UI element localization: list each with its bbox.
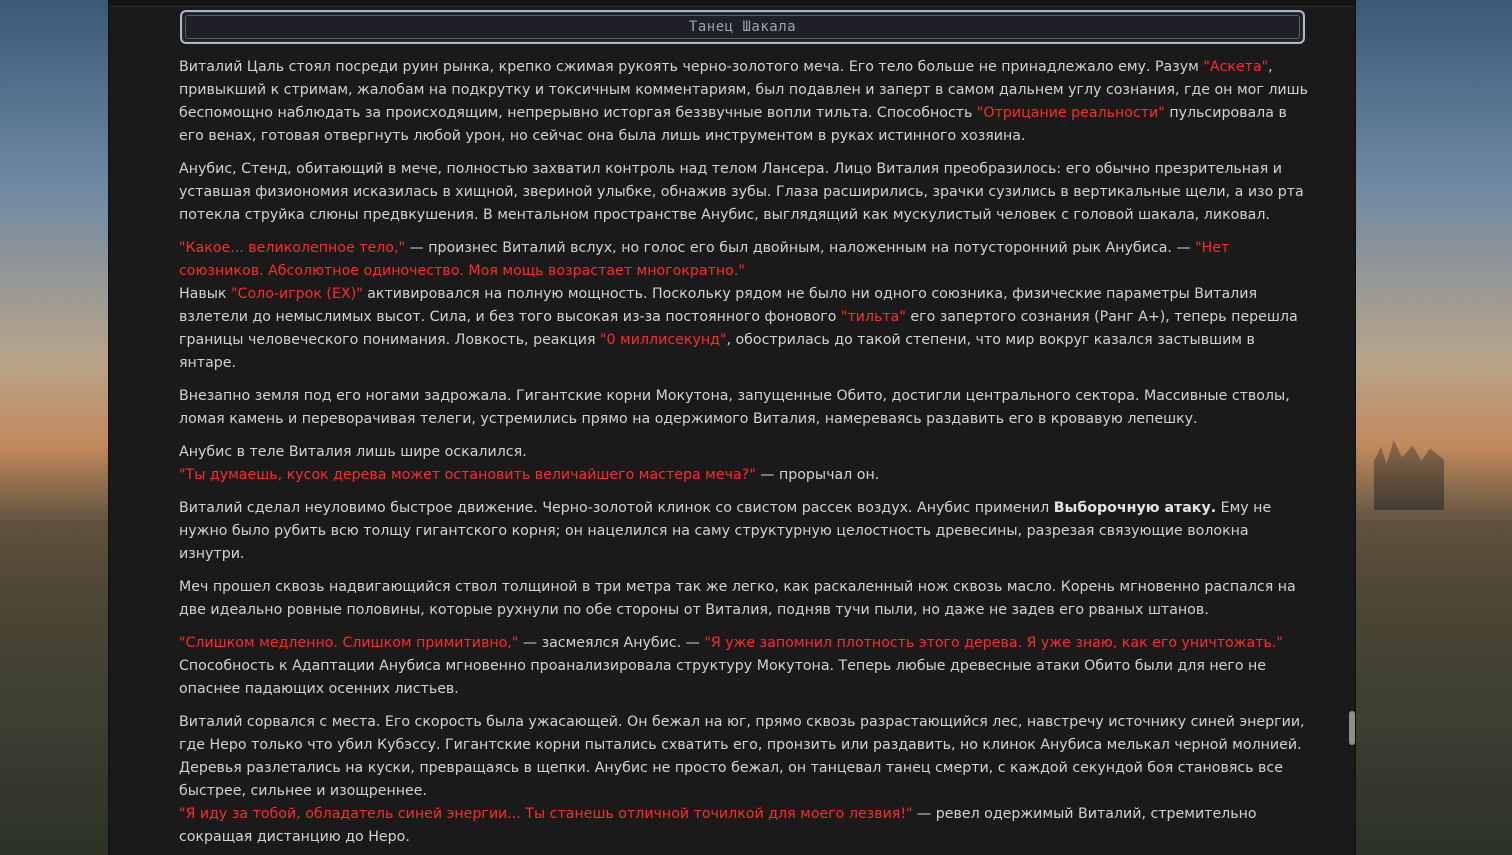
highlighted-text: "Отрицание реальности"	[976, 105, 1165, 121]
paragraph-text: Способность к Адаптации Анубиса мгновенно проанализировала структуру Мокутона. Теперь любые древесные атаки Обито были для него не опаснее падающих осенних листьев.	[179, 658, 1267, 697]
paragraph-text: — засмеялся Анубис. —	[518, 635, 705, 651]
chapter-title-box	[180, 10, 1305, 44]
chapter-text	[179, 56, 1309, 855]
highlighted-text: "тильта"	[840, 309, 906, 325]
background-left	[0, 0, 108, 855]
highlighted-text: "Я уже запомнил плотность этого дерева. Я уже знаю, как его уничтожать."	[704, 635, 1283, 651]
paragraph-text: , обострилась до такой степени, что мир вокруг казался застывшим в янтаре.	[179, 332, 1255, 371]
paragraph	[179, 158, 1309, 227]
paragraph-text: Навык	[179, 286, 232, 302]
chapter-title-frame	[185, 15, 1300, 39]
chapter-title: Танец Шакала	[688, 19, 797, 35]
background-ruins	[1374, 440, 1444, 510]
background-right	[1356, 0, 1512, 855]
paragraph-text: Ему не нужно было рубить всю толщу гигантского корня; он нацелился на саму структурную целостность древесины, разрезая связующие волокна изнутри.	[179, 500, 1272, 562]
highlighted-text: "Аскета"	[1203, 59, 1269, 75]
paragraph	[179, 56, 1309, 148]
scrollbar-thumb[interactable]	[1349, 711, 1355, 745]
highlighted-text: "Соло-игрок (EX)"	[231, 286, 363, 302]
paragraph	[179, 576, 1309, 622]
paragraph-text: — прорычал он.	[755, 467, 880, 483]
highlighted-text: "Нет союзников. Абсолютное одиночество. Моя мощь возрастает многократно."	[179, 240, 1230, 279]
paragraph	[179, 237, 1309, 375]
paragraph-text: Меч прошел сквозь надвигающийся ствол толщиной в три метра так же легко, как раскаленный нож сквозь масло. Корень мгновенно распался на две идеально ровные половины, которые рухнули по обе стороны от Виталия, подняв тучи пыли, но даже не задев его рваных штанов.	[179, 579, 1296, 618]
paragraph-text: Анубис, Стенд, обитающий в мече, полностью захватил контроль над телом Лансера. Лицо Виталия преобразилось: его обычно презрительная и уставшая физиономия исказилась в хищной, звериной улыбке, обнажив зубы. Глаза расширились, зрачки сузились в вертикальные щели, а изо рта потекла струйка слюны предвкушения. В ментальном пространстве Анубис, выглядящий как мускулистый человек с головой шакала, ликовал.	[179, 161, 1304, 223]
background-ground	[0, 520, 108, 855]
paragraph-text: — ревел одержимый Виталий, стремительно сокращая дистанцию до Неро.	[179, 806, 1257, 845]
paragraph	[179, 441, 1309, 487]
reader-panel	[108, 0, 1356, 855]
paragraph-text: его запертого сознания (Ранг A+), теперь перешла границы человеческого понимания. Ловкость, реакция	[179, 309, 1298, 348]
top-toolbar-edge	[109, 0, 1355, 7]
highlighted-text: "Ты думаешь, кусок дерева может остановить величайшего мастера меча?"	[179, 467, 756, 483]
highlighted-text: "Я иду за тобой, обладатель синей энергии... Ты станешь отличной точилкой для моего лезвия!"	[179, 806, 913, 822]
bold-text: Выборочную атаку.	[1053, 500, 1217, 516]
highlighted-text: "Какое... великолепное тело,"	[179, 240, 405, 256]
paragraph-text: Виталий сорвался с места. Его скорость была ужасающей. Он бежал на юг, прямо сквозь разрастающийся лес, навстречу источнику синей энергии, где Неро только что убил Кубэссу. Гигантские корни пытались схватить его, пронзить или раздавить, но клинок Анубиса мелькал черной молнией. Деревья разлетались на куски, превращаясь в щепки. Анубис не просто бежал, он танцевал танец смерти, с каждой секундой боя становясь все быстрее, сильнее и изощреннее.	[179, 714, 1305, 799]
paragraph-text: активировался на полную мощность. Поскольку рядом не было ни одного союзника, физические параметры Виталия взлетели до немыслимых высот. Сила, и без того высокая из-за постоянного фонового	[179, 286, 1257, 325]
paragraph-text: , привыкший к стримам, жалобам на подкрутку и токсичным комментариям, был подавлен и заперт в самом дальнем углу сознания, где он мог лишь беспомощно наблюдать за происходящим, непрерывно исторгая беззвучные вопли тильта. Способность	[179, 59, 1308, 121]
paragraph-text: Виталий сделал неуловимо быстрое движение. Черно-золотой клинок со свистом рассек воздух. Анубис применил	[179, 500, 1054, 516]
highlighted-text: "0 миллисекунд"	[600, 332, 727, 348]
paragraph	[179, 632, 1309, 701]
paragraph-text: Виталий Цаль стоял посреди руин рынка, крепко сжимая рукоять черно-золотого меча. Его тело больше не принадлежало ему. Разум	[179, 59, 1204, 75]
paragraph	[179, 497, 1309, 566]
paragraph-text: Анубис в теле Виталия лишь шире оскалился.	[179, 444, 527, 460]
background-ground	[1356, 520, 1512, 855]
paragraph-text: — произнес Виталий вслух, но голос его был двойным, наложенным на потусторонний рык Анубиса. —	[404, 240, 1196, 256]
paragraph	[179, 711, 1309, 849]
paragraph-text: Внезапно земля под его ногами задрожала. Гигантские корни Мокутона, запущенные Обито, достигли центрального сектора. Массивные стволы, ломая камень и переворачивая телеги, устремились прямо на одержимого Виталия, намереваясь раздавить его в кровавую лепешку.	[179, 388, 1290, 427]
paragraph-text: пульсировала в его венах, готовая отвергнуть любой урон, но сейчас она была лишь инструментом в руках истинного хозяина.	[179, 105, 1287, 144]
highlighted-text: "Слишком медленно. Слишком примитивно,"	[179, 635, 519, 651]
paragraph	[179, 385, 1309, 431]
